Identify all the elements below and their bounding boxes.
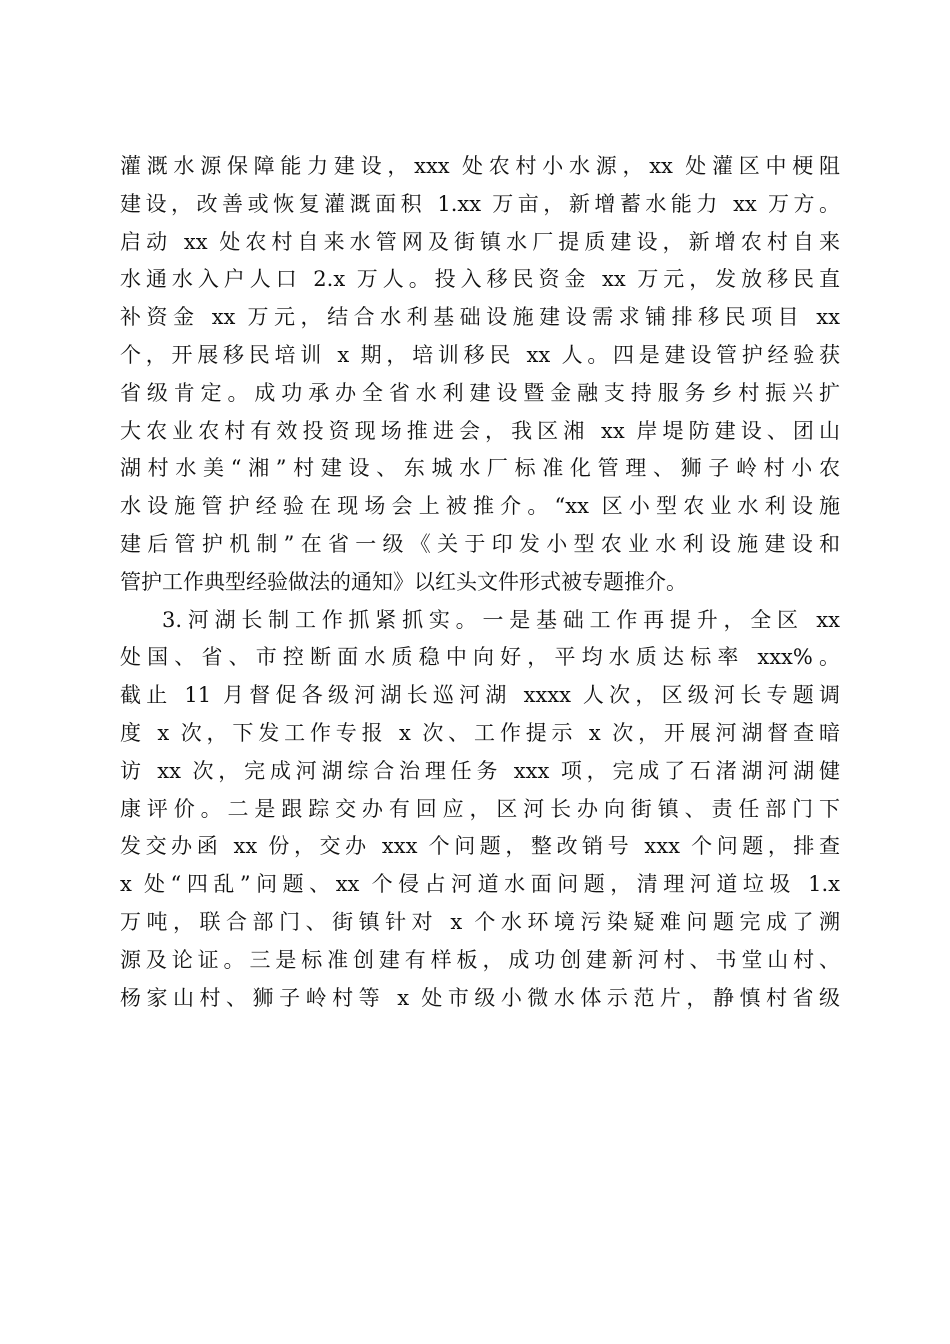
text-line: 水通水入户人口 2.x 万人。投入移民资金 xx 万元，发放移民直 — [120, 267, 840, 292]
text-line: 处国、省、市控断面水质稳中向好，平均水质达标率 xxx%。 — [120, 645, 840, 670]
body-text — [120, 148, 840, 1017]
text-line: 大农业农村有效投资现场推进会，我区湘 xx 岸堤防建设、团山 — [120, 418, 840, 443]
text-line: 管护工作典型经验做法的通知》以红头文件形式被专题推介。 — [120, 569, 687, 594]
text-line: 建设，改善或恢复灌溉面积 1.xx 万亩，新增蓄水能力 xx 万方。 — [120, 191, 840, 216]
text-line: 建后管护机制”在省一级《关于印发小型农业水利设施建设和 — [120, 531, 840, 556]
text-line: 个，开展移民培训 x 期，培训移民 xx 人。四是建设管护经验获 — [120, 342, 840, 367]
text-line: 截止 11 月督促各级河湖长巡河湖 xxxx 人次，区级河长专题调 — [120, 683, 840, 708]
text-line: 度 x 次，下发工作专报 x 次、工作提示 x 次，开展河湖督查暗 — [120, 720, 840, 745]
text-line: 补资金 xx 万元，结合水利基础设施建设需求铺排移民项目 xx — [120, 305, 840, 330]
text-line: 万吨，联合部门、街镇针对 x 个水环境污染疑难问题完成了溯 — [120, 909, 840, 934]
text-line: 杨家山村、狮子岭村等 x 处市级小微水体示范片，静慎村省级 — [120, 985, 840, 1010]
text-line: 源及论证。三是标准创建有样板，成功创建新河村、书堂山村、 — [120, 947, 840, 972]
text-line: 发交办函 xx 份，交办 xxx 个问题，整改销号 xxx 个问题，排查 — [120, 834, 840, 859]
text-line: 康评价。二是跟踪交办有回应，区河长办向街镇、责任部门下 — [120, 796, 840, 821]
section-heading-line: 3.河湖长制工作抓紧抓实。一是基础工作再提升，全区 xx — [162, 607, 840, 632]
text-line: 启动 xx 处农村自来水管网及街镇水厂提质建设，新增农村自来 — [120, 229, 840, 254]
text-line: 灌溉水源保障能力建设，xxx 处农村小水源，xx 处灌区中梗阻 — [120, 154, 840, 178]
text-line: 湖村水美“湘”村建设、东城水厂标准化管理、狮子岭村小农 — [120, 456, 840, 481]
text-line: 省级肯定。成功承办全省水利建设暨金融支持服务乡村振兴扩 — [120, 380, 840, 405]
text-line: 访 xx 次，完成河湖综合治理任务 xxx 项，完成了石渚湖河湖健 — [120, 758, 840, 783]
text-line: x 处“四乱”问题、xx 个侵占河道水面问题，清理河道垃圾 1.x — [120, 872, 840, 897]
text-line: 水设施管护经验在现场会上被推介。“xx 区小型农业水利设施 — [120, 494, 840, 519]
